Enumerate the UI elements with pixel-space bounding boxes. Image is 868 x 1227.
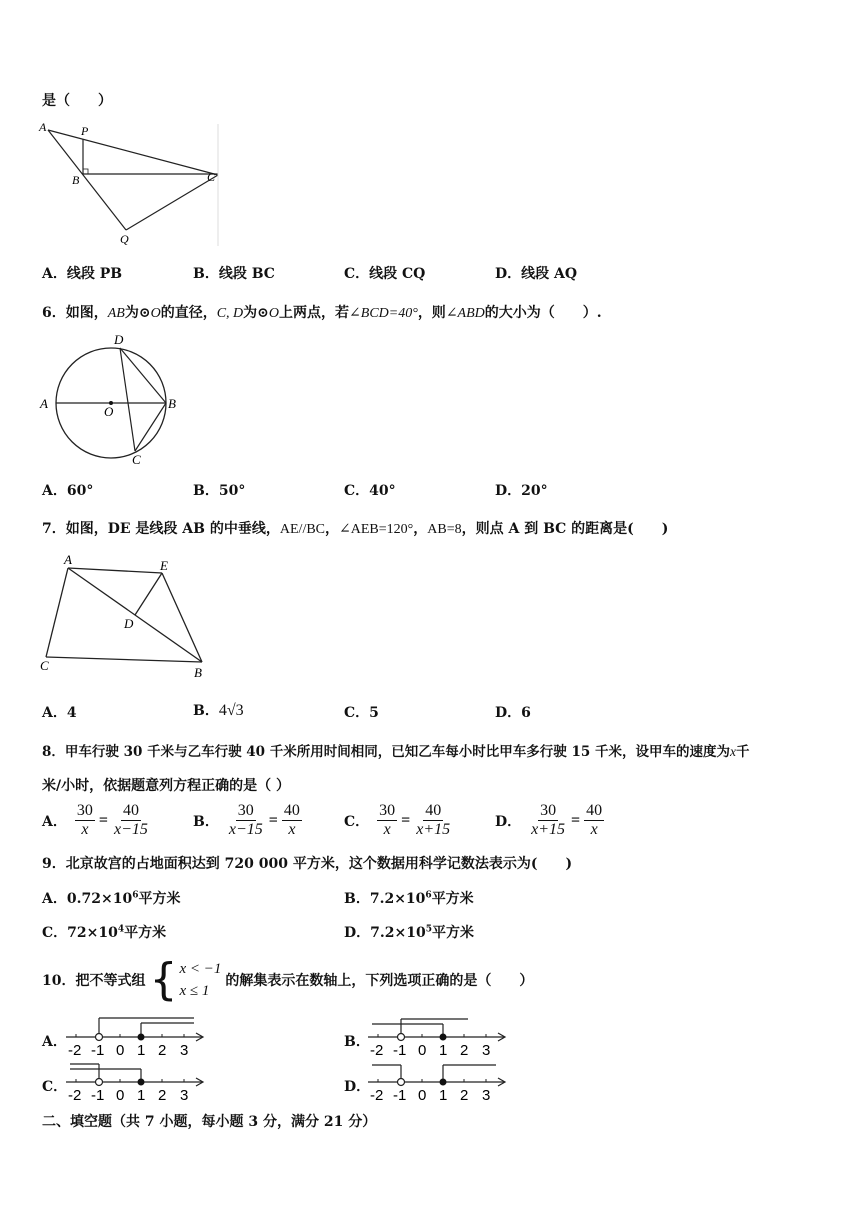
svg-text:-2: -2: [370, 1042, 384, 1059]
svg-text:0: 0: [116, 1087, 125, 1104]
q10-c-tick-labels: [68, 1087, 188, 1104]
svg-text:-2: -2: [370, 1087, 384, 1104]
q5-option-d[interactable]: D．线段 AQ: [495, 266, 578, 282]
q7-label-b: B: [194, 665, 202, 680]
svg-text:-1: -1: [393, 1087, 407, 1104]
q5-figure: [36, 118, 236, 248]
svg-text:1: 1: [439, 1042, 448, 1059]
svg-text:-1: -1: [393, 1042, 407, 1059]
q7-label-a: A: [64, 552, 72, 567]
q6-label-b: B: [168, 396, 176, 411]
q7-label-c: C: [40, 658, 49, 673]
svg-text:-2: -2: [68, 1087, 82, 1104]
q10-option-c-letter[interactable]: C．: [42, 1079, 68, 1095]
q10-brace: {: [149, 954, 178, 1005]
q6-label-o: O: [104, 404, 114, 419]
q10-a-tick-labels: [68, 1042, 188, 1059]
q9-option-b[interactable]: B．$7.2\times 10^6$平方米: [344, 890, 474, 907]
q7-option-c[interactable]: C．5: [344, 705, 379, 721]
section-2-title: 二、填空题（共 7 小题，每小题 3 分，满分 21 分）: [42, 1114, 377, 1130]
q5-option-a[interactable]: A．线段 PB: [42, 266, 123, 282]
q6-option-d[interactable]: D．20°: [495, 483, 548, 499]
q10-option-a-numberline[interactable]: [62, 1013, 210, 1059]
q7-label-e: E: [160, 558, 168, 573]
svg-text:3: 3: [482, 1042, 491, 1059]
q7-label-d: D: [124, 616, 134, 631]
q7-option-b[interactable]: B．4√3: [193, 702, 244, 719]
q6-option-a[interactable]: A．60°: [42, 483, 94, 499]
q9-option-c[interactable]: C．$72\times 10^4$平方米: [42, 924, 167, 941]
q8-option-b[interactable]: B． $\frac{30}{x-15}$ = $\frac{40}{x}$: [193, 802, 300, 838]
q10-question: 10． 把不等式组 { x < −1 x ≤ 1 的解集表示在数轴上，下列选项正确的是（ ）: [42, 954, 534, 1005]
q8-option-a[interactable]: A． $\frac{30}{x}$ = $\frac{40}{x-15}$: [42, 802, 148, 838]
q7-option-a[interactable]: A．4: [42, 705, 77, 721]
q6-figure: [36, 328, 186, 470]
q5-option-c[interactable]: C．线段 CQ: [344, 266, 426, 282]
svg-text:-2: -2: [68, 1042, 82, 1059]
svg-text:1: 1: [439, 1087, 448, 1104]
q10-option-a-letter[interactable]: A．: [42, 1034, 67, 1050]
svg-text:3: 3: [180, 1042, 189, 1059]
q5-option-b[interactable]: B．线段 BC: [193, 266, 275, 282]
svg-text:1: 1: [137, 1042, 146, 1059]
svg-text:-1: -1: [91, 1042, 105, 1059]
q8-question-line1: 8．甲车行驶 30 千米与乙车行驶 40 千米所用时间相同，已知乙车每小时比甲车多行驶 15 千米，设甲车的速度为x千: [42, 744, 750, 760]
q10-option-d-letter[interactable]: D．: [344, 1079, 371, 1095]
svg-text:3: 3: [180, 1087, 189, 1104]
q10-b-tick-labels: [370, 1042, 490, 1059]
q9-option-a[interactable]: A．$0.72\times 10^6$平方米: [42, 890, 181, 907]
q7-figure: [36, 550, 216, 685]
svg-text:1: 1: [137, 1087, 146, 1104]
q10-d-tick-labels: [370, 1087, 490, 1104]
q10-option-c-numberline[interactable]: [62, 1058, 210, 1104]
q10-option-b-numberline[interactable]: [364, 1013, 512, 1059]
svg-text:2: 2: [460, 1042, 469, 1059]
svg-text:-1: -1: [91, 1087, 105, 1104]
q6-option-c[interactable]: C．40°: [344, 483, 396, 499]
q9-option-d[interactable]: D．$7.2\times 10^5$平方米: [344, 924, 474, 941]
q6-label-d: D: [114, 332, 124, 347]
q5-label-c: C: [207, 170, 216, 184]
svg-text:2: 2: [158, 1042, 167, 1059]
q10-inequality-1: x < −1: [179, 961, 222, 977]
q8-option-c[interactable]: C． $\frac{30}{x}$ = $\frac{40}{x+15}$: [344, 802, 451, 838]
svg-text:0: 0: [418, 1087, 427, 1104]
q10-inequality-2: x ≤ 1: [179, 983, 210, 999]
q5-label-b: B: [72, 173, 80, 187]
q10-option-b-letter[interactable]: B．: [344, 1034, 370, 1050]
svg-text:2: 2: [158, 1087, 167, 1104]
q6-label-a: A: [40, 396, 48, 411]
q5-label-a: A: [39, 120, 47, 134]
q7-question: 7．如图，DE 是线段 AB 的中垂线，AE//BC，∠AEB=120°，AB=8，则点 A 到 BC 的距离是( ): [42, 521, 669, 537]
q6-option-b[interactable]: B．50°: [193, 483, 246, 499]
q7-option-d[interactable]: D．6: [495, 705, 531, 721]
q8-question-line2: 米/小时，依据题意列方程正确的是（ ）: [42, 778, 290, 794]
q5-label-p: P: [81, 124, 89, 138]
q6-question: 6．如图，AB为⊙O的直径，C, D为⊙O上两点，若∠BCD=40°，则∠ABD的大小为（ ）.: [42, 305, 602, 321]
svg-text:0: 0: [116, 1042, 125, 1059]
q8-option-d[interactable]: D． $\frac{30}{x+15}$ = $\frac{40}{x}$: [495, 802, 603, 838]
svg-text:0: 0: [418, 1042, 427, 1059]
q5-question-tail: 是（ ）: [42, 93, 112, 109]
svg-text:2: 2: [460, 1087, 469, 1104]
svg-text:3: 3: [482, 1087, 491, 1104]
q9-question: 9．北京故宫的占地面积达到 720 000 平方米，这个数据用科学记数法表示为( ): [42, 856, 573, 872]
q10-option-d-numberline[interactable]: [364, 1058, 512, 1104]
q5-label-q: Q: [120, 232, 129, 246]
q6-label-c: C: [132, 452, 141, 467]
